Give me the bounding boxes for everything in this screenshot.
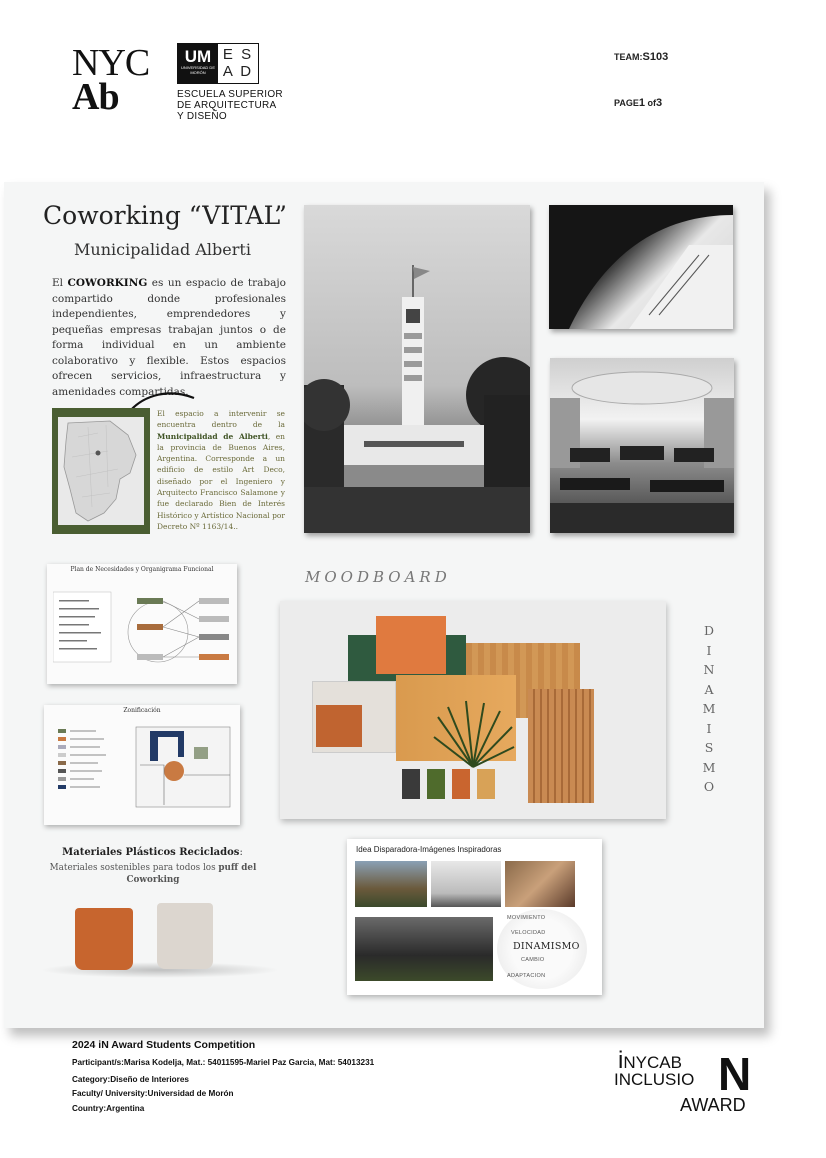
swatch-orange (452, 769, 470, 799)
nycab-logo-line1: NYC (72, 42, 150, 84)
zoning-panel (44, 705, 240, 825)
materials-sub-a: Materiales sostenibles para todos los (49, 863, 219, 873)
word-movimiento: MOVIMIENTO (507, 915, 546, 921)
category (72, 1075, 189, 1084)
word-velocidad: VELOCIDAD (511, 930, 546, 936)
esad-es: E S (222, 46, 254, 63)
page-of: of (647, 98, 656, 108)
location-municipality: Municipalidad de Alberti (157, 431, 268, 441)
dinamismo-letter: O (703, 779, 715, 794)
um-letters: UM (184, 47, 212, 66)
location-map (52, 408, 150, 534)
page-total: 3 (655, 97, 663, 109)
dinamismo-letter: N (703, 662, 715, 677)
location-text-a: El espacio a intervenir se encuentra dentro de la (157, 409, 285, 430)
materials-subtitle (48, 862, 258, 886)
project-title: Coworking “VITAL” (43, 201, 287, 230)
team-id (614, 51, 668, 63)
moodboard-title: MOODBOARD (305, 568, 451, 586)
country-value: Argentina (106, 1104, 145, 1113)
waterfall-image (355, 861, 427, 907)
swatch-green (427, 769, 445, 799)
dinamismo-letter: M (702, 701, 716, 716)
um-university: UNIVERSIDAD DE MORÓN (180, 65, 215, 75)
word-dinamismo: DINAMISMO (513, 941, 580, 952)
stairs-image (549, 205, 733, 329)
award-n-icon: N (718, 1048, 752, 1100)
interior-hall-photo (550, 358, 734, 533)
faculty (72, 1089, 234, 1098)
esad-ad: A D (222, 63, 254, 80)
terracotta-sample (316, 705, 362, 747)
award-nycab: iNYCAB (618, 1047, 682, 1074)
zoning-plan (54, 725, 234, 819)
needs-plan-panel (47, 564, 237, 684)
category-label: Category: (72, 1075, 111, 1084)
inclusion-award-logo (614, 1047, 764, 1118)
competition-name: 2024 iN Award Students Competition (72, 1039, 256, 1051)
word-adaptacion: ADAPTACION (507, 973, 546, 979)
nycab-logo (72, 42, 150, 118)
dynamic-sculpture-image (355, 917, 493, 981)
dinamismo-letter: A (704, 681, 714, 697)
swatch-dark (402, 769, 420, 799)
nycab-logo-line2: Ab (72, 76, 119, 118)
hall-image (550, 358, 734, 533)
award-nycab-text: NYCAB (623, 1053, 682, 1072)
building-image (304, 205, 530, 533)
white-puff (157, 903, 213, 969)
intro-el: El (52, 277, 68, 289)
inspiration-panel (347, 839, 602, 995)
team-value: S103 (642, 51, 669, 63)
page-number: 1 (638, 97, 645, 109)
orange-puff (75, 908, 133, 970)
zoning-title: Zonificación (123, 707, 161, 714)
faculty-value: Universidad de Morón (147, 1089, 234, 1098)
materials-sub-b: puff del Coworking (126, 863, 257, 885)
province-map (58, 417, 144, 525)
materials-title-bold: Materiales Plásticos Reciclados (62, 847, 240, 858)
location-text-c: , en la provincia de Buenos Aires, Argentina. Corresponde a un edificio de estilo Art Deco, diseñado por el Ingeniero y Arquitecto Francisco Salamone y fue declarado Bien de Interés Histórico y Artístico Nacional por Decreto Nº 1163/14.. (157, 431, 285, 531)
country-label: Country: (72, 1104, 107, 1113)
dinamismo-vertical (701, 621, 717, 797)
esad-logo (177, 43, 259, 84)
orange-material-sample (376, 616, 446, 674)
organigram-diagram (53, 588, 233, 670)
inspiration-title: Idea Disparadora-Imágenes Inspiradoras (356, 845, 502, 854)
word-cambio: CAMBIO (521, 957, 545, 963)
map-icon (58, 417, 144, 525)
palm-leaf-icon (428, 697, 518, 777)
participants-label: Participant/s: (72, 1058, 124, 1067)
dinamismo-letter: S (704, 740, 714, 755)
intro-keyword: COWORKING (67, 277, 148, 289)
faculty-label: Faculty/ University: (72, 1089, 148, 1098)
needs-plan-title: Plan de Necesidades y Organigrama Funcional (70, 566, 214, 573)
interior-stairs-photo (549, 205, 733, 329)
location-description (157, 408, 285, 532)
award-award: AWARD (680, 1095, 746, 1115)
curved-building-image (431, 861, 501, 907)
swatch-ochre (477, 769, 495, 799)
wood-slat-sample (528, 689, 594, 803)
materials-colon: : (239, 847, 243, 858)
esad-line-1: ESCUELA SUPERIOR (177, 89, 283, 100)
dinamismo-letter: M (702, 759, 716, 775)
moodboard-collage (280, 601, 666, 819)
municipality-building-photo (304, 205, 530, 533)
esad-line-2: DE ARQUITECTURA (177, 100, 277, 111)
materials-title (50, 847, 255, 858)
award-inclusion (614, 1071, 694, 1088)
esad-mark (218, 44, 258, 83)
project-subtitle: Municipalidad Alberti (74, 240, 251, 259)
dinamismo-letter: I (706, 642, 712, 658)
page-indicator (614, 97, 662, 109)
participants-value: Marisa Kodelja, Mat.: 54011595-Mariel Paz Garcia, Mat: 54013231 (123, 1058, 375, 1067)
category-value: Diseño de Interiores (110, 1075, 189, 1084)
country (72, 1104, 144, 1113)
dinamismo-letter: I (706, 720, 712, 736)
participants (72, 1058, 374, 1067)
award-inclusion-text: INCLUSIO (614, 1070, 695, 1089)
sculpture-image (505, 861, 575, 907)
esad-school-name (177, 89, 283, 122)
page-label: PAGE (614, 98, 639, 108)
intro-paragraph (52, 276, 286, 400)
um-mark (178, 44, 218, 83)
esad-line-3: Y DISEÑO (177, 111, 228, 122)
dinamismo-letter: D (703, 623, 715, 638)
team-label: TEAM: (614, 52, 643, 62)
intro-rest: es un espacio de trabajo compartido donde profesionales independientes, emprendedores y pequeñas empresas trabajan juntos o de forma individual en un ambiente colaborativo y flexible. Estos espacios ofrecen servicios, infraestructura y amenidades compartidas. (52, 277, 286, 398)
